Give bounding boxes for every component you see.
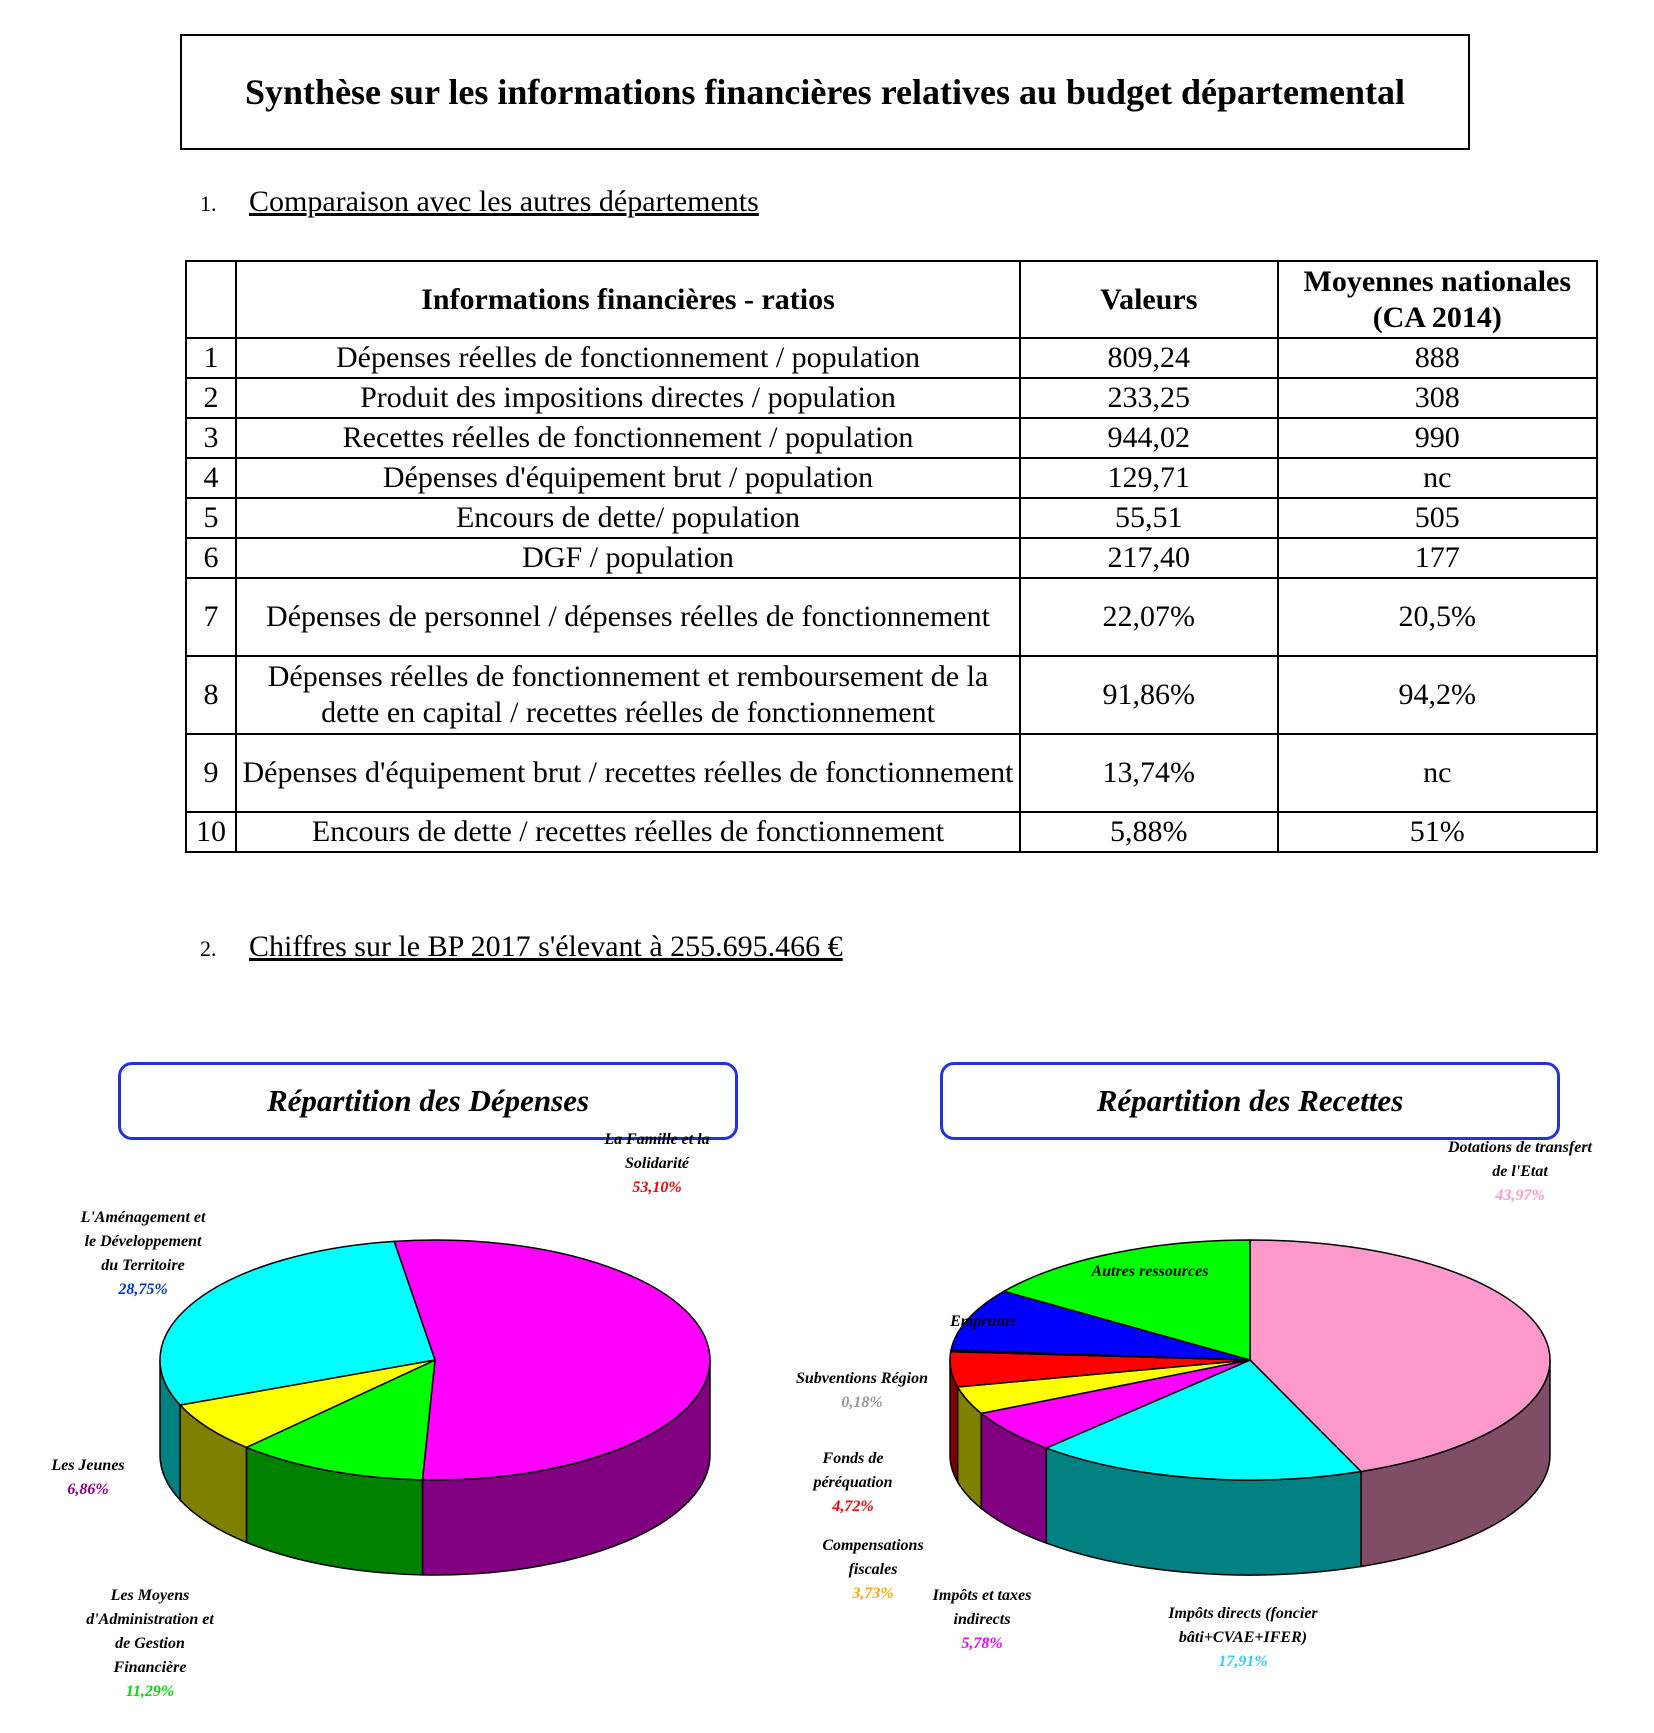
- table-row: [186, 538, 1597, 578]
- row-label: Dépenses réelles de fonctionnement / population: [236, 338, 1020, 378]
- pie-label-text: Les Jeunes: [51, 1457, 125, 1474]
- pie-label-text: Compensations fiscales: [822, 1537, 924, 1578]
- row-average: 177: [1278, 538, 1597, 578]
- pie-label-fonds-de-perequation: [811, 1450, 892, 1515]
- row-value: 944,02: [1020, 418, 1278, 458]
- row-average: 308: [1278, 378, 1597, 418]
- table-row: [186, 378, 1597, 418]
- pie-label-compensations-fiscales: [822, 1537, 923, 1602]
- pie-label-percent: 6,86%: [67, 1481, 109, 1498]
- pie-label-l-amenagement-et-le-developpement-du-territoire: [80, 1209, 206, 1298]
- row-label: Produit des impositions directes / population: [236, 378, 1020, 418]
- row-value: 129,71: [1020, 458, 1278, 498]
- row-label: Recettes réelles de fonctionnement / population: [236, 418, 1020, 458]
- row-value: 13,74%: [1020, 734, 1278, 812]
- row-average: 990: [1278, 418, 1597, 458]
- row-label: Encours de dette / recettes réelles de fonctionnement: [236, 812, 1020, 852]
- expenses-chart-title: Répartition des Dépenses: [118, 1062, 738, 1140]
- row-label: Dépenses de personnel / dépenses réelles de fonctionnement: [236, 578, 1020, 656]
- pie-label-subventions-region: [796, 1370, 928, 1411]
- pie-label-la-famille-et-la-solidarite: [603, 1131, 709, 1196]
- pie-label-les-moyens-d-administration-et-de-gestion-financiere: [86, 1587, 214, 1700]
- header-values: Valeurs: [1020, 261, 1278, 338]
- ratios-table: [185, 260, 1598, 853]
- pie-label-impots-et-taxes-indirects: [932, 1587, 1032, 1652]
- row-number: 2: [186, 378, 236, 418]
- section-2-number: 2.: [200, 936, 217, 961]
- table-row: [186, 578, 1597, 656]
- pie-label-percent: 43,97%: [1495, 1187, 1545, 1204]
- pie-label-percent: 53,10%: [632, 1179, 682, 1196]
- header-averages: Moyennes nationales (CA 2014): [1278, 261, 1597, 338]
- pie-label-impots-directs-foncier-bati-cvae-ifer: [1167, 1605, 1318, 1670]
- pie-label-percent: 0,18%: [841, 1394, 883, 1411]
- row-label: Dépenses d'équipement brut / population: [236, 458, 1020, 498]
- header-ratio: Informations financières - ratios: [236, 261, 1020, 338]
- row-average: 94,2%: [1278, 656, 1597, 734]
- row-label: Dépenses d'équipement brut / recettes réelles de fonctionnement: [236, 734, 1020, 812]
- table-row: [186, 734, 1597, 812]
- row-average: 505: [1278, 498, 1597, 538]
- title-box: [180, 34, 1470, 150]
- section-2-title: Chiffres sur le BP 2017 s'élevant à 255.695.466 €: [249, 930, 843, 963]
- row-number: 3: [186, 418, 236, 458]
- pie-label-text: Emprunts: [950, 1313, 1016, 1330]
- pie-label-percent: 3,73%: [852, 1585, 894, 1602]
- pie-label-percent: 4,72%: [832, 1498, 874, 1515]
- row-value: 55,51: [1020, 498, 1278, 538]
- pie-label-text: Impôts directs (foncier bâti+CVAE+IFER): [1168, 1605, 1318, 1646]
- section-1-title: Comparaison avec les autres départements: [249, 185, 759, 218]
- row-average: nc: [1278, 734, 1597, 812]
- pie-label-text: Autres ressources: [1091, 1263, 1209, 1280]
- row-number: 10: [186, 812, 236, 852]
- pie-label-percent: 17,91%: [1218, 1653, 1268, 1670]
- pie-label-percent: 5,78%: [961, 1635, 1003, 1652]
- table-row: [186, 656, 1597, 734]
- table-row: [186, 338, 1597, 378]
- table-row: [186, 498, 1597, 538]
- table-row: [186, 418, 1597, 458]
- pie-label-percent: 11,29%: [125, 1683, 175, 1700]
- pie-label-dotations-de-transfert-de-l-etat: [1447, 1139, 1593, 1204]
- row-average: 888: [1278, 338, 1597, 378]
- pie-label-text: L'Aménagement et le Développement du Territoire: [80, 1209, 206, 1274]
- row-number: 7: [186, 578, 236, 656]
- row-number: 8: [186, 656, 236, 734]
- row-average: 20,5%: [1278, 578, 1597, 656]
- pie-charts: [0, 1131, 1654, 1710]
- row-label: DGF / population: [236, 538, 1020, 578]
- pie-label-percent: 15,30%: [1125, 1287, 1175, 1304]
- header-number: [186, 261, 236, 338]
- row-value: 233,25: [1020, 378, 1278, 418]
- expenses-pie: [160, 1240, 710, 1575]
- revenues-pie: [950, 1240, 1550, 1575]
- row-number: 9: [186, 734, 236, 812]
- row-label: Dépenses réelles de fonctionnement et remboursement de la dette en capital / recettes réelles de fonctionnement: [236, 656, 1020, 734]
- pie-label-text: Dotations de transfert de l'Etat: [1447, 1139, 1593, 1180]
- table-header-row: [186, 261, 1597, 338]
- page-title: Synthèse sur les informations financières relatives au budget départemental: [245, 72, 1405, 112]
- row-average: nc: [1278, 458, 1597, 498]
- pie-label-text: Subventions Région: [795, 1370, 929, 1387]
- table-row: [186, 458, 1597, 498]
- row-value: 22,07%: [1020, 578, 1278, 656]
- revenues-chart-title: Répartition des Recettes: [940, 1062, 1560, 1140]
- section-1-number: 1.: [200, 191, 217, 216]
- row-average: 51%: [1278, 812, 1597, 852]
- pie-label-percent: 28,75%: [118, 1281, 168, 1298]
- row-value: 91,86%: [1020, 656, 1278, 734]
- row-number: 1: [186, 338, 236, 378]
- pie-label-percent: 8,41%: [962, 1337, 1004, 1354]
- row-number: 4: [186, 458, 236, 498]
- table-row: [186, 812, 1597, 852]
- pie-label-text: Les Moyens d'Administration et de Gestion Financière: [86, 1587, 214, 1676]
- row-number: 6: [186, 538, 236, 578]
- pie-label-text: La Famille et la Solidarité: [604, 1131, 710, 1172]
- pie-label-text: Impôts et taxes indirects: [932, 1587, 1032, 1628]
- row-label: Encours de dette/ population: [236, 498, 1020, 538]
- row-value: 809,24: [1020, 338, 1278, 378]
- pie-label-les-jeunes: [50, 1457, 124, 1498]
- pie-label-text: Fonds de péréquation: [813, 1450, 893, 1491]
- row-number: 5: [186, 498, 236, 538]
- row-value: 217,40: [1020, 538, 1278, 578]
- row-value: 5,88%: [1020, 812, 1278, 852]
